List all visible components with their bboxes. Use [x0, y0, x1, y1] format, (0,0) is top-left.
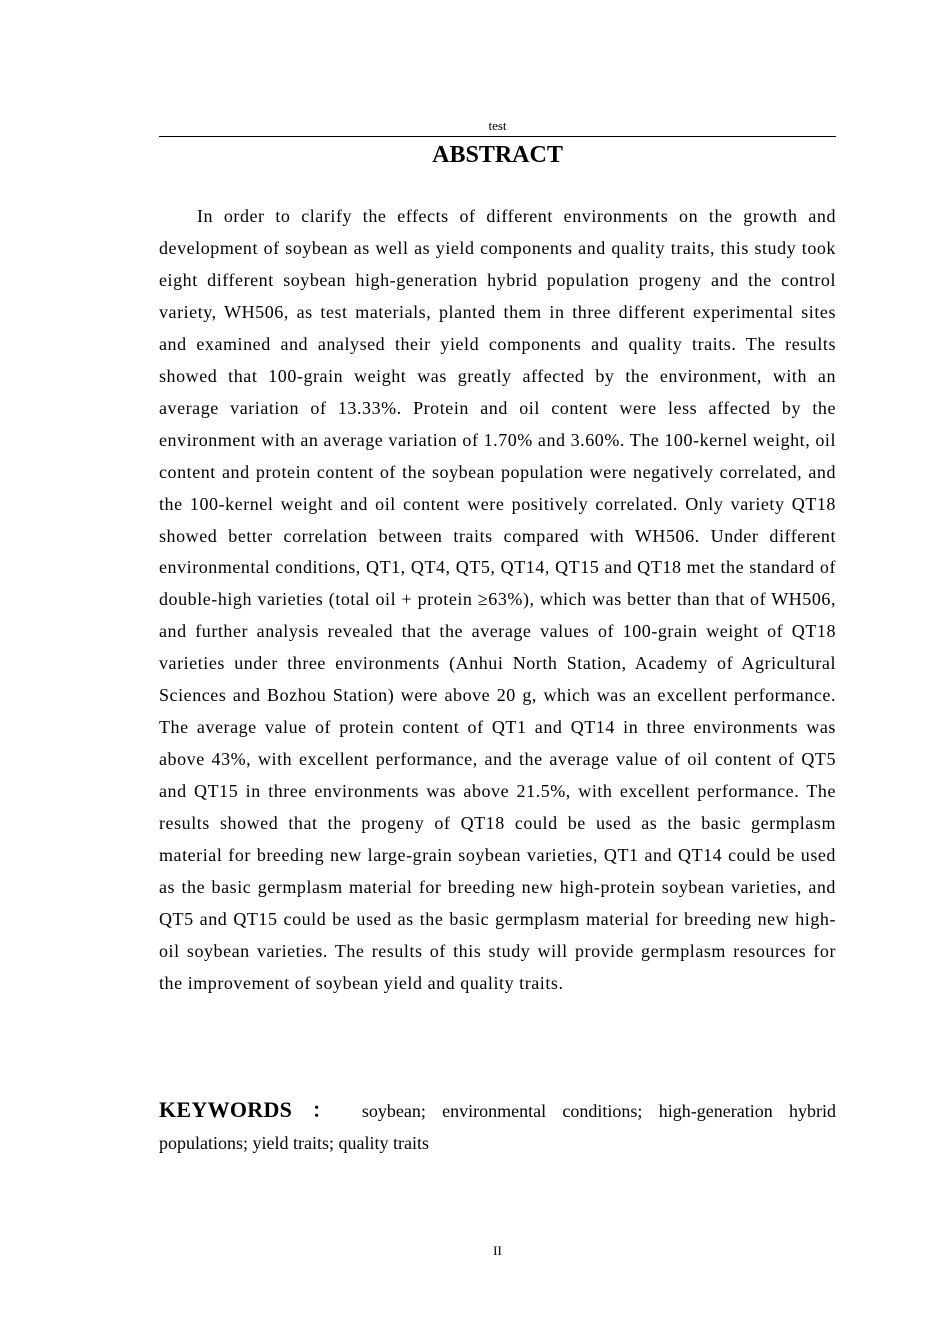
page-number: II	[493, 1243, 502, 1258]
running-header: test	[488, 118, 507, 133]
abstract-title: ABSTRACT	[432, 142, 563, 168]
keywords-text: soybean; environmental conditions; high-generation hybrid populations; yield traits; quality traits	[159, 1101, 837, 1153]
keywords-label: KEYWORDS	[159, 1097, 293, 1122]
abstract-body: In order to clarify the effects of different environments on the growth and development of soybean as well as yield components and quality traits, this study took eight different soybean high-generation hybrid population progeny and the control variety, WH506, as test materials, planted them in three different experimental sites and examined and analysed their yield components and quality traits. The results showed that 100-grain weight was greatly affected by the environment, with an average variation of 13.33%. Protein and oil content were less affected by the environment with an average variation of 1.70% and 3.60%. The 100-kernel weight, oil content and protein content of the soybean population were negatively correlated, and the 100-kernel weight and oil content were positively correlated. Only variety QT18 showed better correlation between traits compared with WH506. Under different environmental conditions, QT1, QT4, QT5, QT14, QT15 and QT18 met the standard of double-high varieties (total oil + protein ≥63%), which was better than that of WH506, and further analysis revealed that the average values of 100-grain weight of QT18 varieties under three environments (Anhui North Station, Academy of Agricultural Sciences and Bozhou Station) were above 20 g, which was an excellent performance. The average value of protein content of QT1 and QT14 in three environments was above 43%, with excellent performance, and the average value of oil content of QT5 and QT15 in three environments was above 21.5%, with excellent performance. The results showed that the progeny of QT18 could be used as the basic germplasm material for breeding new large-grain soybean varieties, QT1 and QT14 could be used as the basic germplasm material for breeding new high-protein soybean varieties, and QT5 and QT15 could be used as the basic germplasm material for breeding new high-oil soybean varieties. The results of this study will provide germplasm resources for the improvement of soybean yield and quality traits.	[159, 206, 836, 993]
keywords-colon: ：	[300, 1100, 344, 1122]
header-rule	[159, 136, 836, 137]
keywords-paragraph	[159, 1094, 836, 1159]
